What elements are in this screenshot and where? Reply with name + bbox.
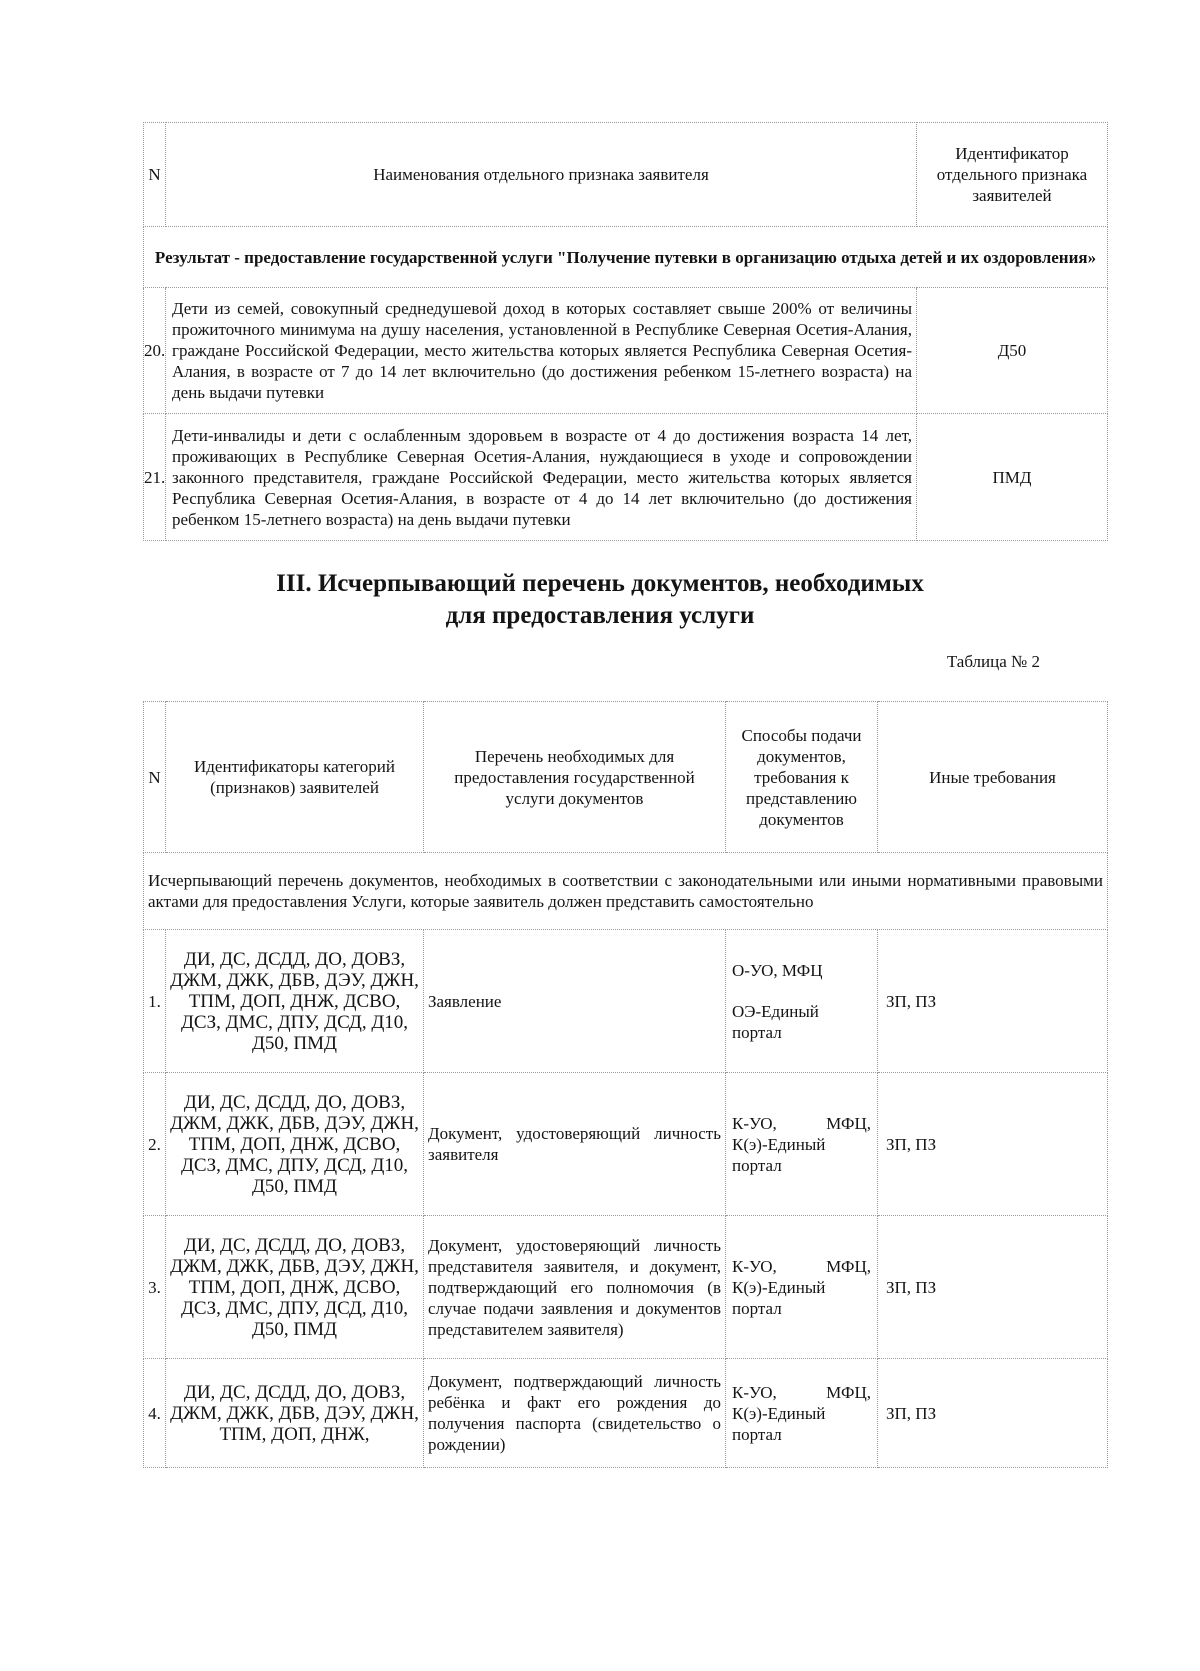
document-name: Документ, удостоверяющий личность заявителя [424,1073,726,1216]
table-row [144,1359,1108,1468]
table-row [144,930,1108,1073]
section-heading-line1: III. Исчерпывающий перечень документов, необходимых [276,570,924,597]
section-heading [0,568,1200,632]
row-number: 1. [144,930,166,1073]
row-number: 21. [144,414,166,541]
table-row [144,1073,1108,1216]
feature-description: Дети-инвалиды и дети с ослабленным здоровьем в возрасте от 4 до достижения возраста 14 лет, проживающих в Республике Северная Осетия-Алания, нуждающиеся в уходе и сопровождении законного представителя, граждане Российской Федерации, место жительства которых является Республика Северная Осетия-Алания, в возрасте от 4 до 14 лет включительно (до достижения ребенком 15-летнего возраста) на день выдачи путевки [166,414,917,541]
documents-table [143,701,1108,1468]
table2-header-other: Иные требования [878,702,1108,853]
table2-section-row [144,853,1108,930]
table2-section-text: Исчерпывающий перечень документов, необходимых в соответствии с законодательными или иными нормативными правовыми актами для предоставления Услуги, которые заявитель должен представить самостоятельно [144,853,1108,930]
table2-header-categories: Идентификаторы категорий (признаков) заявителей [166,702,424,853]
table1-result-text: Результат - предоставление государственной услуги "Получение путевки в организацию отдыха детей и их оздоровления» [144,227,1108,288]
other-requirements: ЗП, ПЗ [878,1359,1108,1468]
table2-header-documents: Перечень необходимых для предоставления государственной услуги документов [424,702,726,853]
submission-ways [726,1216,878,1359]
table2-header-n: N [144,702,166,853]
feature-description: Дети из семей, совокупный среднедушевой доход в которых составляет свыше 200% от величины прожиточного минимума на душу населения, установленной в Республике Северная Осетия-Алания, граждане Российской Федерации, место жительства которых является Республика Северная Осетия-Алания, в возрасте от 7 до 14 лет включительно (до достижения ребенком 15-летнего возраста) на день выдачи путевки [166,288,917,414]
submission-ways [726,1073,878,1216]
table-number: Таблица № 2 [946,652,1040,671]
submission-way-electronic: ОЭ-Единый портал [732,1001,819,1042]
category-identifiers: ДИ, ДС, ДСДД, ДО, ДОВЗ, ДЖМ, ДЖК, ДБВ, ДЭУ, ДЖН, ТПМ, ДОП, ДНЖ, ДСВО, ДСЗ, ДМС, ДПУ, ДСД, Д10, Д50, ПМД [166,1216,424,1359]
feature-identifier: ПМД [917,414,1108,541]
category-identifiers: ДИ, ДС, ДСДД, ДО, ДОВЗ, ДЖМ, ДЖК, ДБВ, ДЭУ, ДЖН, ТПМ, ДОП, ДНЖ, [166,1359,424,1468]
table-row [144,288,1108,414]
table2-header-row [144,702,1108,853]
table1-result-row [144,227,1108,288]
submission-way-primary: К-УО, МФЦ, [732,1256,871,1276]
submission-way-primary: К-УО, МФЦ, [732,1113,871,1133]
feature-identifier: Д50 [917,288,1108,414]
row-number: 3. [144,1216,166,1359]
row-number: 20. [144,288,166,414]
row-number: 2. [144,1073,166,1216]
submission-ways [726,930,878,1073]
row-number: 4. [144,1359,166,1468]
submission-way-primary: К-УО, МФЦ, [732,1382,871,1402]
table-row [144,414,1108,541]
section-heading-line2: для предоставления услуги [445,602,755,629]
applicant-features-table [143,122,1108,541]
submission-ways [726,1359,878,1468]
table1-header-id: Идентификатор отдельного признака заявителей [917,123,1108,227]
table2-header-ways: Способы подачи документов, требования к представлению документов [726,702,878,853]
submission-way-electronic: К(э)-Единый портал [732,1277,826,1318]
document-name: Заявление [424,930,726,1073]
submission-way-electronic: К(э)-Единый портал [732,1134,826,1175]
other-requirements: ЗП, ПЗ [878,1216,1108,1359]
submission-way-electronic: К(э)-Единый портал [732,1403,826,1444]
submission-way-primary: О-УО, МФЦ [732,960,823,980]
category-identifiers: ДИ, ДС, ДСДД, ДО, ДОВЗ, ДЖМ, ДЖК, ДБВ, ДЭУ, ДЖН, ТПМ, ДОП, ДНЖ, ДСВО, ДСЗ, ДМС, ДПУ, ДСД, Д10, Д50, ПМД [166,930,424,1073]
other-requirements: ЗП, ПЗ [878,1073,1108,1216]
table1-header-row [144,123,1108,227]
document-name: Документ, подтверждающий личность ребёнка и факт его рождения до получения паспорта (свидетельство о рождении) [424,1359,726,1468]
table-row [144,1216,1108,1359]
table1-header-n: N [144,123,166,227]
other-requirements: ЗП, ПЗ [878,930,1108,1073]
document-name: Документ, удостоверяющий личность представителя заявителя, и документ, подтверждающий его полномочия (в случае подачи заявления и документов представителем заявителя) [424,1216,726,1359]
table1-header-name: Наименования отдельного признака заявителя [166,123,917,227]
spacer [732,981,871,1001]
category-identifiers: ДИ, ДС, ДСДД, ДО, ДОВЗ, ДЖМ, ДЖК, ДБВ, ДЭУ, ДЖН, ТПМ, ДОП, ДНЖ, ДСВО, ДСЗ, ДМС, ДПУ, ДСД, Д10, Д50, ПМД [166,1073,424,1216]
